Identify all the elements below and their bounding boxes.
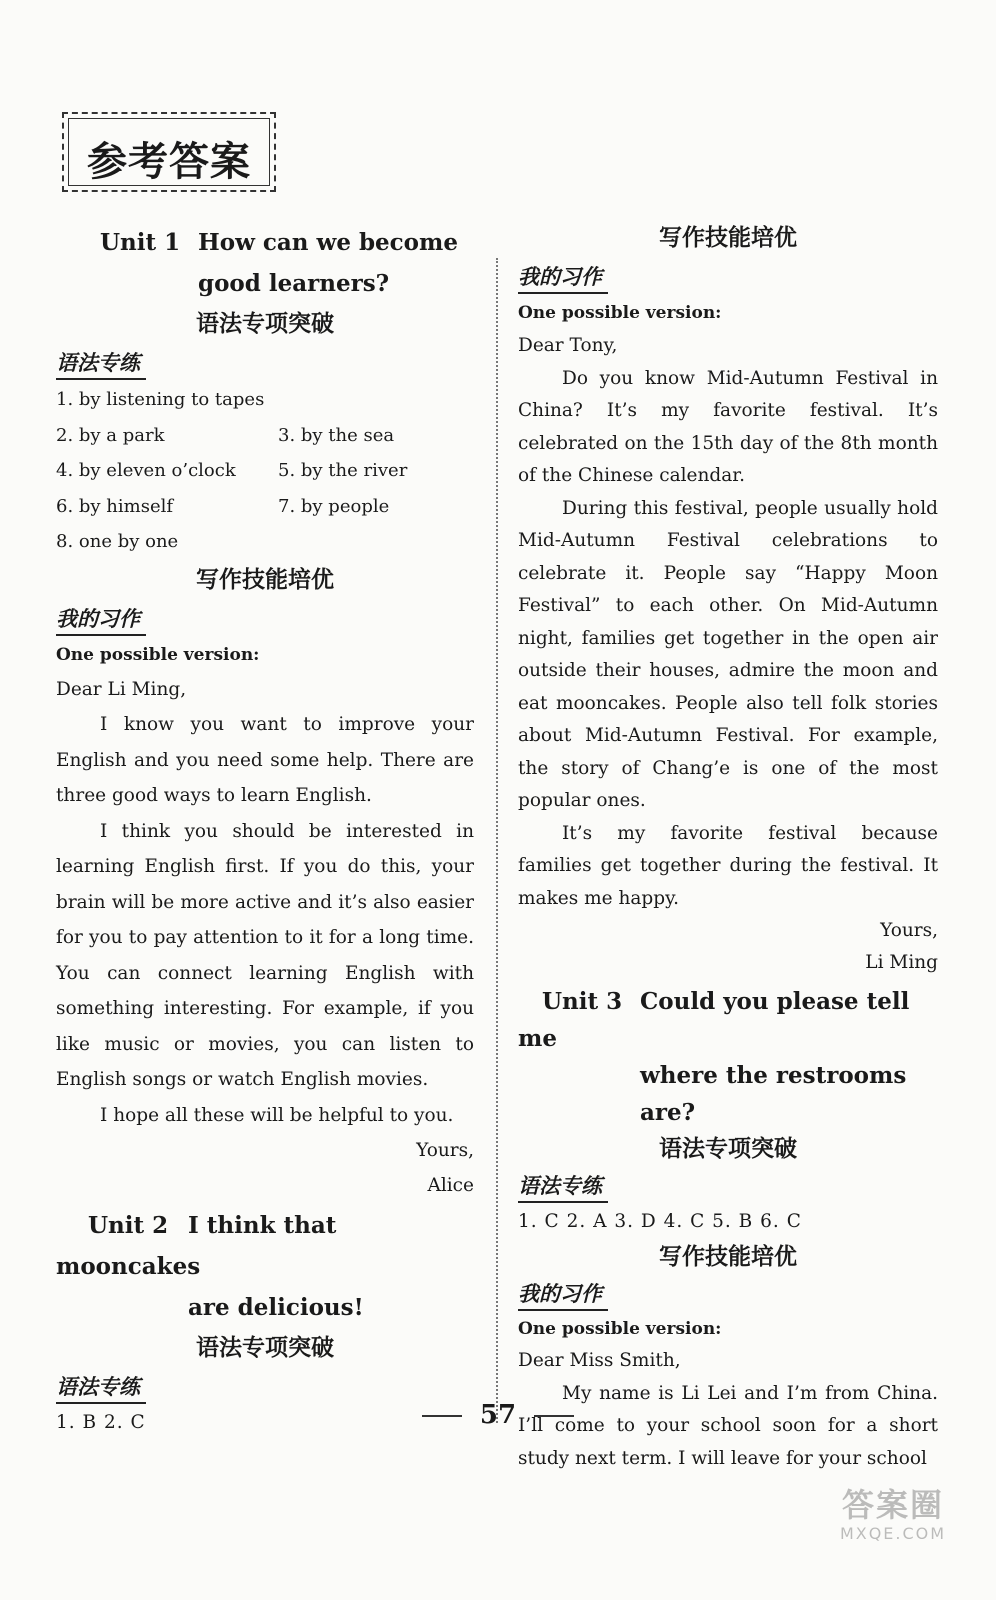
- unit1-answer-list: [56, 382, 474, 560]
- unit1-my-writing-label: 我的习作: [56, 604, 146, 636]
- unit1-salutation: Dear Li Ming,: [56, 678, 187, 700]
- answer-key-title-box: [62, 112, 276, 192]
- unit1-answer-row: [56, 524, 474, 560]
- answer-item: 7. by people: [278, 495, 390, 517]
- column-divider: [496, 258, 498, 1423]
- unit3-writing-heading: 写作技能培优: [659, 1243, 797, 1270]
- answer-item: 3. by the sea: [278, 424, 395, 446]
- unit3-practice-label: 语法专练: [518, 1171, 608, 1203]
- unit3-heading: [518, 983, 938, 1131]
- unit3-number: Unit 3: [542, 988, 623, 1015]
- unit2-paragraph: During this festival, people usually hold Mid-Autumn Festival celebrations to celebrate it. People say “Happy Moon Festival” to each other. On Mid-Autumn night, families get together in the open air outside their houses, admire the moon and eat mooncakes. People also tell folk stories about Mid-Autumn Festival. For example, the story of Chang’e is one of the most popular ones.: [518, 497, 938, 811]
- unit1-answer-row: [56, 453, 474, 489]
- unit3-title-line1: Could you please tell me: [518, 988, 910, 1052]
- answer-item: 2. by a park: [56, 424, 165, 446]
- unit1-heading: [56, 222, 474, 304]
- page-number-dash-left: [422, 1415, 462, 1417]
- unit3-answers: 1. C 2. A 3. D 4. C 5. B 6. C: [518, 1211, 802, 1232]
- unit1-answer-row: [56, 382, 474, 418]
- unit1-closing: Yours,: [416, 1140, 474, 1161]
- answer-item: 4. by eleven o’clock: [56, 460, 236, 481]
- unit2-number: Unit 2: [88, 1212, 169, 1239]
- watermark-logo: [808, 1486, 978, 1550]
- unit3-title-line2: where the restrooms are?: [640, 1062, 907, 1126]
- page-number-dash-right: [534, 1415, 574, 1417]
- unit1-title-line2: good learners?: [198, 270, 390, 297]
- unit1-signature: Alice: [427, 1175, 474, 1196]
- unit1-answer-row: [56, 418, 474, 454]
- unit1-paragraph: I know you want to improve your English and you need some help. There are three good ways to learn English.: [56, 714, 474, 806]
- unit1-version-label: One possible version:: [56, 644, 260, 665]
- watermark-url: MXQE.COM: [839, 1524, 947, 1543]
- unit2-paragraph: Do you know Mid-Autumn Festival in China? It’s my favorite festival. It’s celebrated on the 15th day of the 8th month of the Chinese calendar.: [518, 367, 938, 486]
- unit2-my-writing-label: 我的习作: [518, 262, 608, 294]
- unit3-salutation: Dear Miss Smith,: [518, 1350, 681, 1371]
- answer-item: 8. one by one: [56, 531, 179, 552]
- unit1-title-line1: How can we become: [198, 229, 458, 256]
- unit2-paragraph: It’s my favorite festival because families get together during the festival. It makes me happy.: [518, 822, 938, 909]
- page-number: [0, 1400, 996, 1430]
- unit1-paragraph: I think you should be interested in learning English first. If you do this, your brain will be more active and it’s also easier for you to pay attention to it for a long time. You can connect learning English with something interesting. For example, if you like music or movies, you can listen to English songs or watch English movies.: [56, 820, 474, 1090]
- unit1-number: Unit 1: [100, 229, 181, 256]
- unit3-grammar-heading: 语法专项突破: [659, 1135, 797, 1162]
- page-number-text: 57: [479, 1400, 517, 1430]
- unit2-title-line2: are delicious!: [188, 1294, 364, 1321]
- unit2-practice-label: 语法专练: [56, 1372, 146, 1404]
- answer-key-title: 参考答案: [87, 138, 251, 185]
- unit2-heading: [56, 1205, 474, 1328]
- answer-item: 6. by himself: [56, 495, 174, 517]
- answer-item: 1. by listening to tapes: [56, 389, 265, 410]
- unit2-title-line1: I think that mooncakes: [56, 1212, 337, 1280]
- unit2-writing-heading: 写作技能培优: [659, 224, 797, 251]
- unit1-writing-heading: 写作技能培优: [196, 565, 334, 593]
- unit1-grammar-heading: 语法专项突破: [196, 310, 334, 337]
- unit2-version-label: One possible version:: [518, 303, 722, 323]
- unit3-paragraph: My name is Li Lei and I’m from China. I’ll come to your school soon for a short study next term. I will leave for your school: [518, 1382, 938, 1469]
- unit2-grammar-heading: 语法专项突破: [196, 1334, 334, 1361]
- unit3-version-label: One possible version:: [518, 1319, 722, 1339]
- unit1-paragraph: I hope all these will be helpful to you.: [100, 1104, 454, 1126]
- unit3-my-writing-label: 我的习作: [518, 1279, 608, 1311]
- unit2-answers: 1. B 2. C: [56, 1412, 146, 1433]
- left-column: [56, 222, 474, 1440]
- watermark-main: 答案圈: [841, 1486, 944, 1524]
- unit2-closing: Yours,: [880, 920, 938, 941]
- unit1-practice-label: 语法专练: [56, 348, 146, 380]
- right-column: [518, 218, 938, 1475]
- answer-item: 5. by the river: [278, 460, 408, 481]
- unit1-answer-row: [56, 489, 474, 525]
- unit2-salutation: Dear Tony,: [518, 335, 618, 356]
- unit2-signature: Li Ming: [865, 952, 938, 973]
